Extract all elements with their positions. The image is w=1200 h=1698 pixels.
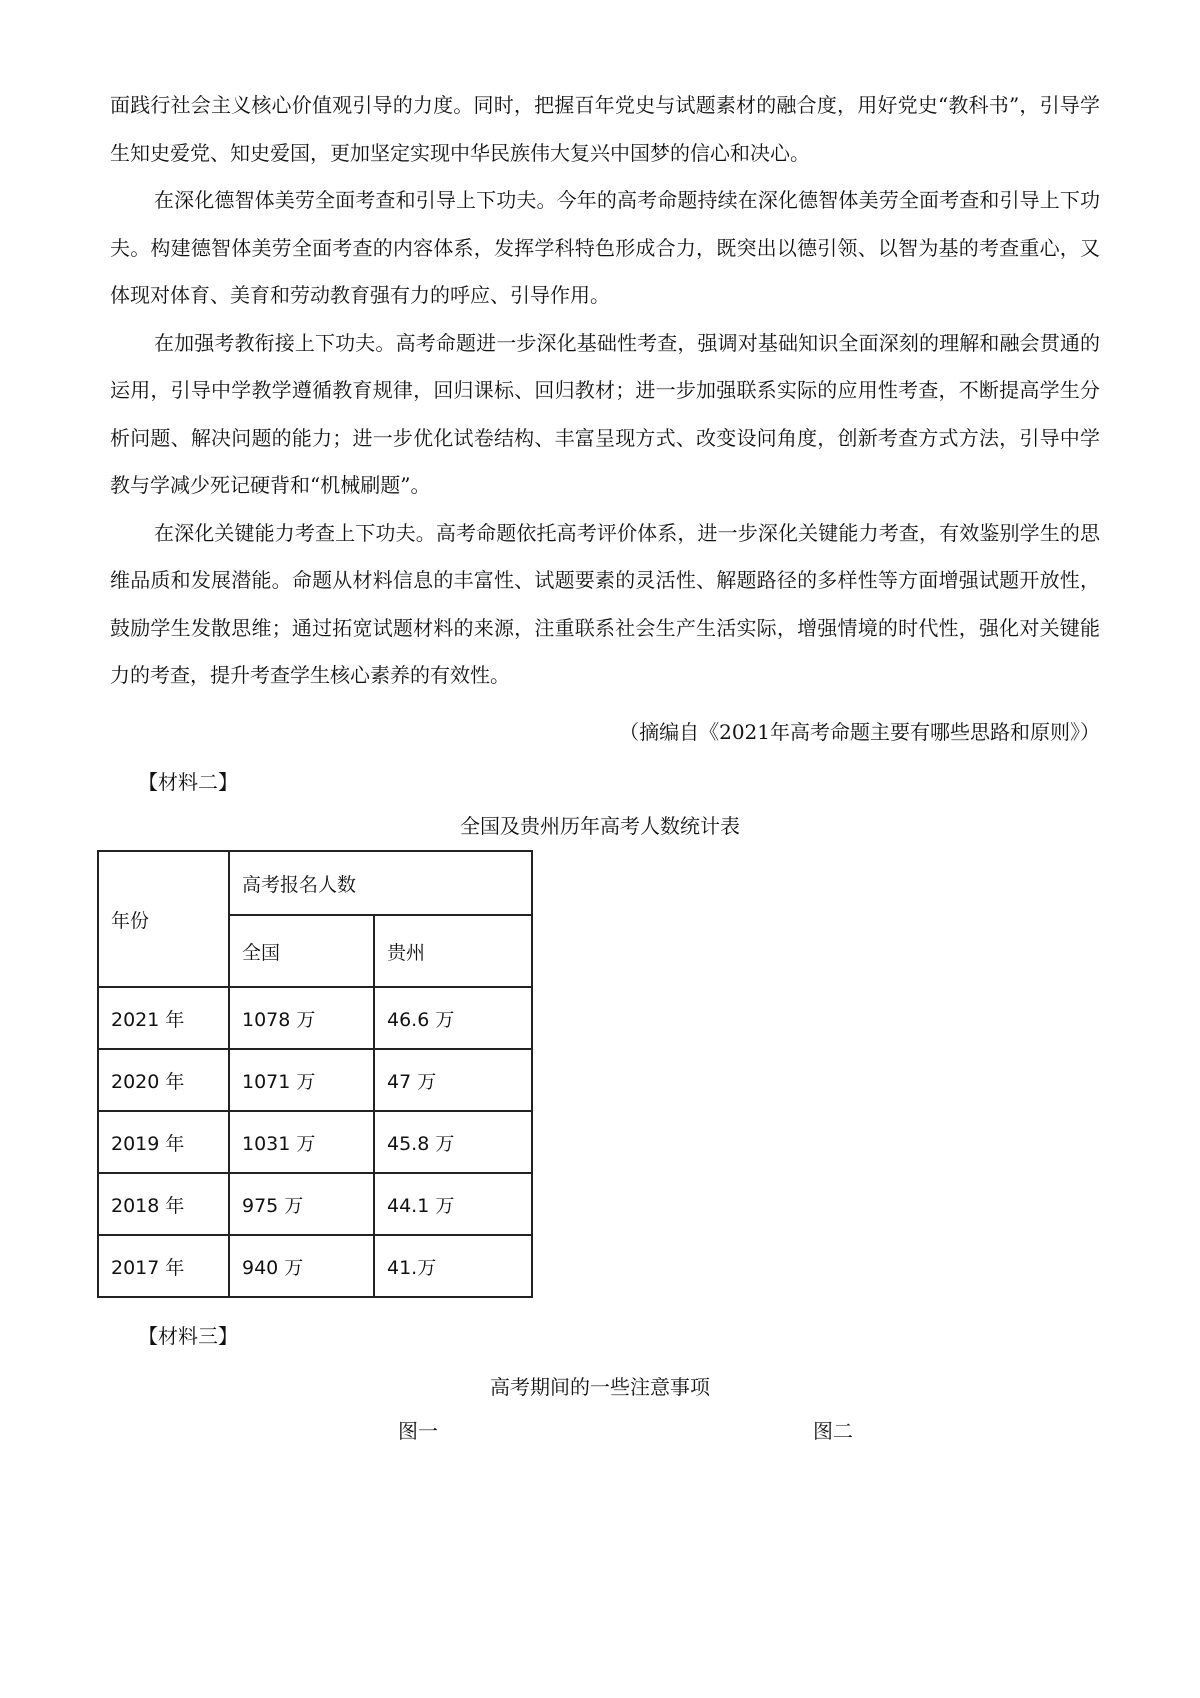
year-cell: 2017 年 (98, 1235, 229, 1297)
national-header: 全国 (229, 915, 374, 987)
table-row (98, 987, 532, 1049)
national-cell: 1078 万 (229, 987, 374, 1049)
year-cell: 2018 年 (98, 1173, 229, 1235)
guizhou-cell: 44.1 万 (374, 1173, 532, 1235)
table-row (98, 1111, 532, 1173)
source-citation: （摘编自《2021年高考命题主要有哪些思路和原则》） (619, 720, 1100, 744)
year-cell: 2019 年 (98, 1111, 229, 1173)
material2-label: 【材料二】 (138, 770, 238, 794)
guizhou-cell: 41.万 (374, 1235, 532, 1297)
guizhou-header: 贵州 (374, 915, 532, 987)
table-title: 全国及贵州历年高考人数统计表 (460, 814, 740, 838)
paragraph: 面践行社会主义核心价值观引导的力度。同时，把握百年党史与试题素材的融合度，用好党史“教科书”，引导学生知史爱党、知史爱国，更加坚定实现中华民族伟大复兴中国梦的信心和决心。 (110, 93, 1100, 165)
figure-one-label: 图一 (398, 1419, 438, 1443)
national-cell: 1071 万 (229, 1049, 374, 1111)
year-cell: 2021 年 (98, 987, 229, 1049)
table-row (98, 1173, 532, 1235)
year-cell: 2020 年 (98, 1049, 229, 1111)
guizhou-cell: 45.8 万 (374, 1111, 532, 1173)
material3-label: 【材料三】 (138, 1324, 238, 1348)
registrants-header: 高考报名人数 (229, 851, 532, 915)
paragraph: 在深化德智体美劳全面考查和引导上下功夫。今年的高考命题持续在深化德智体美劳全面考查和引导上下功夫。构建德智体美劳全面考查的内容体系，发挥学科特色形成合力，既突出以德引领、以智为基的考查重心，又体现对体育、美育和劳动教育强有力的呼应、引导作用。 (110, 188, 1100, 307)
paragraph: 在深化关键能力考查上下功夫。高考命题依托高考评价体系，进一步深化关键能力考查，有效鉴别学生的思维品质和发展潜能。命题从材料信息的丰富性、试题要素的灵活性、解题路径的多样性等方面增强试题开放性，鼓励学生发散思维；通过拓宽试题材料的来源，注重联系社会生产生活实际，增强情境的时代性，强化对关键能力的考查，提升考查学生核心素养的有效性。 (110, 520, 1100, 687)
material3-title: 高考期间的一些注意事项 (490, 1375, 710, 1399)
stats-table (97, 850, 533, 1298)
guizhou-cell: 47 万 (374, 1049, 532, 1111)
national-cell: 940 万 (229, 1235, 374, 1297)
table-row (98, 1049, 532, 1111)
national-cell: 1031 万 (229, 1111, 374, 1173)
figure-two-label: 图二 (813, 1419, 853, 1443)
national-cell: 975 万 (229, 1173, 374, 1235)
table-row (98, 1235, 532, 1297)
guizhou-cell: 46.6 万 (374, 987, 532, 1049)
paragraph: 在加强考教衔接上下功夫。高考命题进一步深化基础性考查，强调对基础知识全面深刻的理解和融会贯通的运用，引导中学教学遵循教育规律，回归课标、回归教材；进一步加强联系实际的应用性考查，不断提高学生分析问题、解决问题的能力；进一步优化试卷结构、丰富呈现方式、改变设问角度，创新考查方式方法，引导中学教与学减少死记硬背和“机械刷题”。 (110, 330, 1100, 497)
year-header: 年份 (98, 851, 229, 987)
material1-body (110, 82, 1100, 700)
